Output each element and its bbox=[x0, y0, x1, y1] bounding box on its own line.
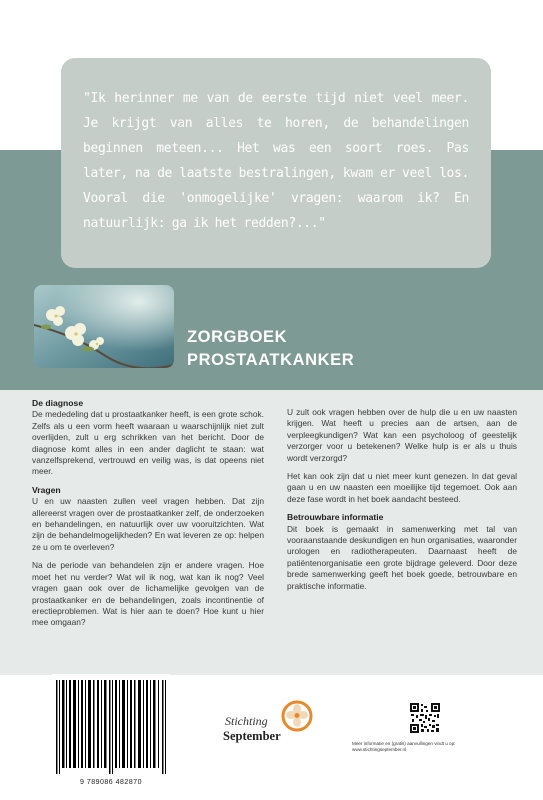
book-title-line-2: PROSTAATKANKER bbox=[187, 351, 355, 369]
betrouwbaar-heading: Betrouwbare informatie bbox=[287, 512, 384, 523]
publisher-name-line-2: September bbox=[223, 729, 281, 743]
hulp-body: U zult ook vragen hebben over de hulp die u en uw naasten krijgen. Wat heeft u precies aan de artsen, aan de verpleegkundigen? Wat kan een psycholoog of geestelijk verzorger voor u betekenen? Welke hulp is er als u thuis wordt verzorgd? bbox=[287, 407, 517, 463]
cover-photo bbox=[34, 285, 174, 368]
book-title-line-1: ZORGBOEK bbox=[187, 328, 288, 346]
diagnose-heading: De diagnose bbox=[32, 398, 84, 408]
vragen-body-1: U en uw naasten zullen veel vragen hebben. Dat zijn allereerst vragen over de prostaatkanker zelf, de onderzoeken en behandelingen, en natuurlijk over uw vooruitzichten. Wat zijn de behandelmogelijkheden? En wat leveren ze op: helpen ze u om te overleven? bbox=[32, 496, 264, 552]
qr-info-url[interactable]: www.stichtingseptember.nl bbox=[352, 747, 407, 753]
quote-text: "Ik herinner me van de eerste tijd niet veel meer. Je krijgt van alles te horen, de behandelingen beginnen meteen... Het was een soort roes. Pas later, na de laatste bestralingen, kwam er veel los. Vooral die 'onmogelijke' vragen: waarom ik? En natuurlijk: ga ik het redden?..." bbox=[83, 91, 469, 231]
publisher-logo bbox=[225, 700, 325, 750]
left-column bbox=[32, 398, 264, 636]
betrouwbaar-body: Dit boek is gemaakt in samenwerking met tal van vooraanstaande deskundigen en hun organisaties, waaronder urologen en radiotherapeuten. Daarnaast heeft de patiëntenorganisatie een grote bijdrage geleverd. Door deze brede samenwerking geeft het boek goede, betrouwbare en praktische informatie. bbox=[287, 523, 517, 591]
blossom-image bbox=[34, 285, 174, 368]
isbn-number: 9 789086 482870 bbox=[80, 779, 142, 786]
right-column bbox=[287, 407, 517, 599]
book-title bbox=[187, 326, 354, 372]
publisher-name-line-1: Stichting bbox=[225, 714, 268, 728]
barcode-bars bbox=[52, 674, 170, 774]
genezen-body: Het kan ook zijn dat u niet meer kunt genezen. In dat geval gaan u en uw naasten een moeilijke tijd tegemoet. Ook aan deze fase wordt in het boek aandacht besteed. bbox=[287, 471, 517, 504]
qr-code-icon bbox=[410, 703, 440, 733]
quote-box bbox=[61, 58, 491, 268]
vragen-body-2: Na de periode van behandelen zijn er andere vragen. Hoe moet het nu verder? Wat wil ik nog, wat kan ik nog? Veel vragen gaan ook over de lichamelijke gevolgen van de prostaatkanker en de behandelingen, zoals incontinentie of erectieproblemen. Wat is hier aan te doen? Hoe kunt u hier mee omgaan? bbox=[32, 560, 264, 628]
diagnose-body: De mededeling dat u prostaatkanker heeft, is een grote schok. Zelfs als u een vorm heeft waaraan u waarschijnlijk niet zult overlijden, zult u erg schrikken van het bericht. Door de diagnose komt alles in een ander daglicht te staan: wat vanzelfsprekend, vertrouwd en veilig was, is dat opeens niet meer. bbox=[32, 409, 264, 477]
barcode bbox=[52, 674, 170, 774]
vragen-heading: Vragen bbox=[32, 484, 61, 495]
flower-icon bbox=[281, 700, 313, 732]
qr-info bbox=[352, 741, 532, 754]
qr-info-line-1: Meer informatie en (gratis) aanvullingen vindt u op: bbox=[352, 741, 456, 746]
